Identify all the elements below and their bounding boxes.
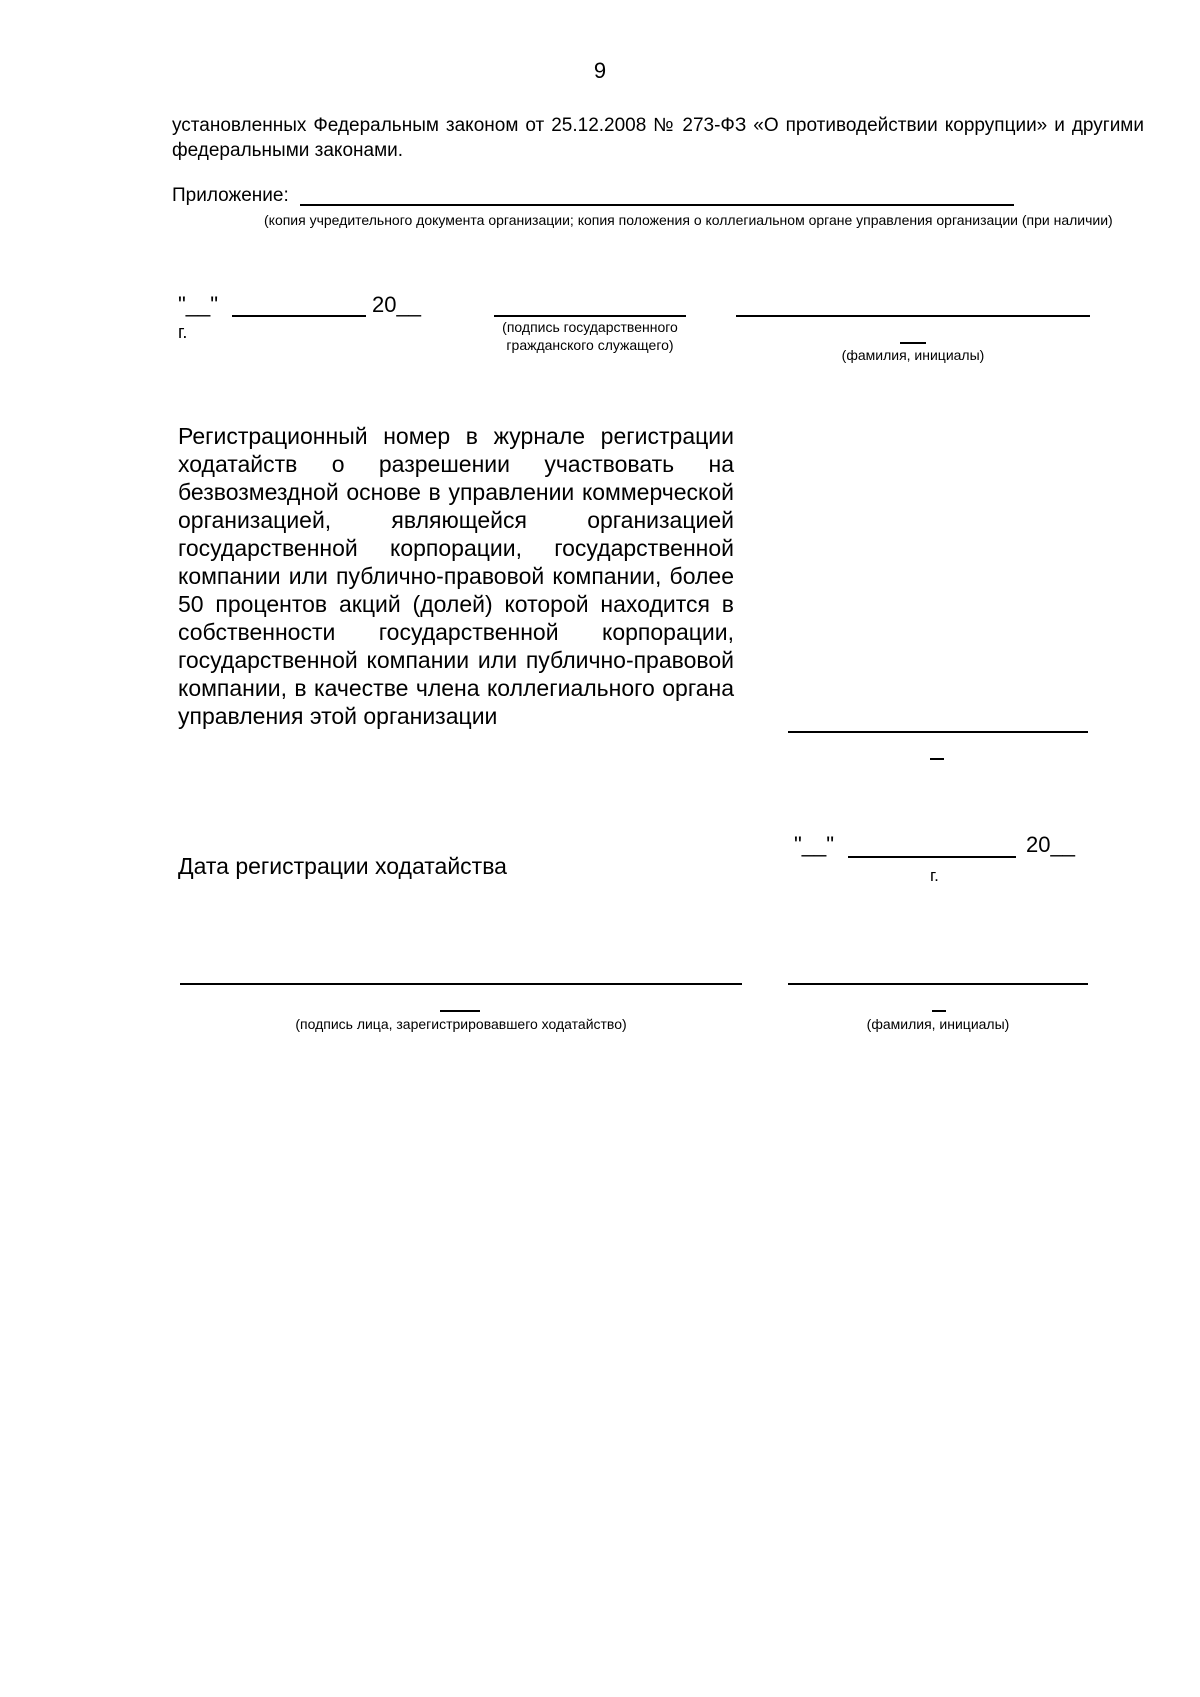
signature-date-quote: "__" [178,292,219,317]
registrar-name-dash [932,1010,946,1012]
servant-signature-line[interactable] [494,315,686,317]
registration-date-label: Дата регистрации ходатайства [178,853,507,879]
registrar-name-caption: (фамилия, инициалы) [866,1016,1010,1032]
registration-number-dash [930,758,944,760]
registration-date-year: 20__ [1026,832,1075,857]
signature-date-month-line[interactable] [232,315,366,317]
signature-date-year: 20__ [372,292,421,317]
registration-date-quote: "__" [794,832,835,857]
registrar-signature-line[interactable] [180,983,742,985]
registration-date-month-line[interactable] [848,856,1016,858]
attachment-label: Приложение: [172,185,289,206]
registrar-signature-dash [440,1010,480,1012]
attachment-note: (копия учредительного документа организации; копия положения о коллегиальном органе управления организации (при наличии) [264,212,1113,228]
attachment-input-line[interactable] [300,204,1014,206]
registrar-name-line[interactable] [788,983,1088,985]
signature-date-suffix: г. [178,322,188,342]
page-number: 9 [593,58,607,83]
intro-paragraph: установленных Федеральным законом от 25.12.2008 № 273-ФЗ «О противодействии коррупции» и другими федеральными законами. [172,115,1144,161]
servant-name-dash [900,342,926,344]
registration-number-line[interactable] [788,731,1088,733]
registrar-signature-caption: (подпись лица, зарегистрировавшего ходатайство) [295,1016,627,1032]
servant-signature-caption: (подпись государственного гражданского служащего) [502,319,678,353]
registration-number-label: Регистрационный номер в журнале регистрации ходатайств о разрешении участвовать на безвозмездной основе в управлении коммерческой организацией, являющейся организацией государственной корпорации, государственной компании или публично-правовой компании, более 50 процентов акций (долей) которой находится в собственности государственной корпорации, государственной компании или публично-правовой компании, в качестве члена коллегиального органа управления этой организации [178,423,734,729]
servant-name-caption: (фамилия, инициалы) [841,347,985,363]
registration-date-suffix: г. [930,866,939,885]
servant-name-line[interactable] [736,315,1090,317]
